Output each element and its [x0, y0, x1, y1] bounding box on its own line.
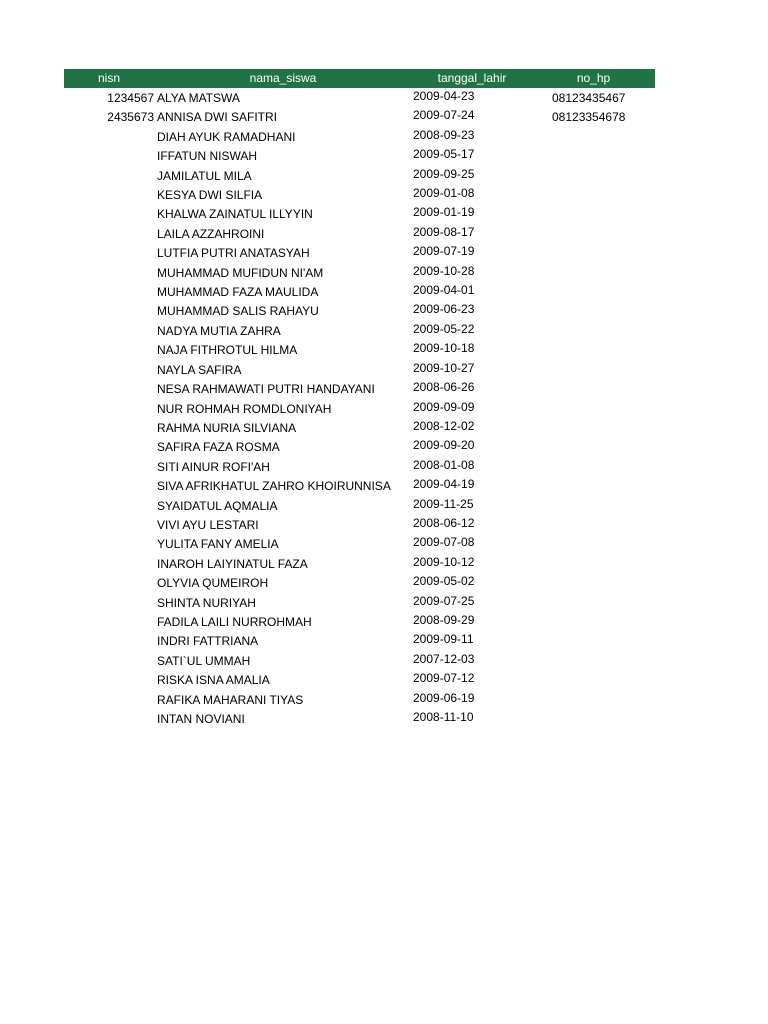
- cell-no-hp[interactable]: [532, 379, 655, 398]
- cell-tanggal-lahir[interactable]: 2009-07-24: [413, 108, 475, 123]
- cell-nama-siswa[interactable]: SHINTA NURIYAH: [157, 595, 256, 610]
- cell-nisn[interactable]: [64, 243, 154, 262]
- cell-no-hp[interactable]: [532, 360, 655, 379]
- table-body: [64, 88, 655, 728]
- cell-tanggal-lahir[interactable]: 2008-09-23: [413, 127, 475, 142]
- cell-nama-siswa[interactable]: SAFIRA FAZA ROSMA: [157, 440, 280, 455]
- cell-nisn[interactable]: [64, 554, 154, 573]
- cell-tanggal-lahir[interactable]: 2009-07-19: [413, 244, 475, 259]
- cell-tanggal-lahir[interactable]: 2008-12-02: [413, 418, 475, 433]
- cell-no-hp[interactable]: [532, 573, 655, 592]
- cell-nisn[interactable]: [64, 534, 154, 553]
- cell-no-hp[interactable]: [532, 127, 655, 146]
- table-row: [64, 107, 655, 126]
- cell-nisn[interactable]: [64, 127, 154, 146]
- cell-nama-siswa[interactable]: MUHAMMAD SALIS RAHAYU: [157, 304, 319, 319]
- cell-nisn[interactable]: [64, 457, 154, 476]
- cell-tanggal-lahir[interactable]: 2008-01-08: [413, 457, 475, 472]
- table-row: [64, 379, 655, 398]
- cell-nama-siswa[interactable]: KESYA DWI SILFIA: [157, 188, 263, 203]
- cell-tanggal-lahir[interactable]: 2009-01-19: [413, 205, 475, 220]
- cell-nama-siswa[interactable]: ANNISA DWI SAFITRI: [157, 110, 278, 125]
- cell-tanggal-lahir[interactable]: 2009-10-18: [413, 341, 475, 356]
- cell-nama-siswa[interactable]: NAYLA SAFIRA: [157, 362, 242, 377]
- cell-nisn[interactable]: [64, 631, 154, 650]
- table-row: [64, 437, 655, 456]
- cell-nisn[interactable]: [64, 379, 154, 398]
- cell-nama-siswa[interactable]: DIAH AYUK RAMADHANI: [157, 129, 296, 144]
- cell-nama-siswa[interactable]: INDRI FATTRIANA: [157, 634, 259, 649]
- header-nisn: nisn: [97, 71, 120, 85]
- cell-nama-siswa[interactable]: RAFIKA MAHARANI TIYAS: [157, 692, 304, 707]
- cell-nisn[interactable]: [64, 593, 154, 612]
- cell-nama-siswa[interactable]: MUHAMMAD FAZA MAULIDA: [157, 285, 319, 300]
- cell-nisn[interactable]: [64, 224, 154, 243]
- table-row: [64, 476, 655, 495]
- cell-nama-siswa[interactable]: VIVI AYU LESTARI: [157, 517, 259, 532]
- cell-no-hp[interactable]: [532, 690, 655, 709]
- cell-tanggal-lahir[interactable]: 2009-05-17: [413, 147, 475, 162]
- table-row: [64, 282, 655, 301]
- cell-no-hp[interactable]: [532, 418, 655, 437]
- cell-nama-siswa[interactable]: INTAN NOVIANI: [157, 712, 245, 726]
- cell-nisn[interactable]: [64, 166, 154, 185]
- cell-nisn-value: 2435673: [107, 110, 154, 125]
- cell-no-hp[interactable]: [532, 670, 655, 689]
- cell-no-hp[interactable]: [532, 301, 655, 320]
- cell-no-hp[interactable]: [532, 631, 655, 650]
- cell-no-hp[interactable]: [532, 554, 655, 573]
- table-row: [64, 146, 655, 165]
- cell-nisn[interactable]: [64, 515, 154, 534]
- cell-tanggal-lahir[interactable]: 2009-06-23: [413, 302, 475, 317]
- cell-nisn[interactable]: [64, 573, 154, 592]
- cell-tanggal-lahir[interactable]: 2009-05-02: [413, 574, 475, 589]
- table-row: [64, 224, 655, 243]
- table-row: [64, 515, 655, 534]
- cell-nama-siswa[interactable]: SIVA AFRIKHATUL ZAHRO KHOIRUNNISA: [157, 479, 391, 494]
- cell-nama-siswa[interactable]: FADILA LAILI NURROHMAH: [157, 614, 312, 629]
- cell-tanggal-lahir[interactable]: 2008-09-29: [413, 612, 475, 627]
- table-row: [64, 127, 655, 146]
- cell-no-hp[interactable]: [532, 263, 655, 282]
- cell-no-hp[interactable]: [532, 709, 655, 728]
- cell-nisn[interactable]: [64, 360, 154, 379]
- table-row: [64, 612, 655, 631]
- cell-nama-siswa[interactable]: MUHAMMAD MUFIDUN NI'AM: [157, 265, 324, 280]
- cell-no-hp[interactable]: [532, 534, 655, 553]
- table-row: [64, 631, 655, 650]
- cell-no-hp[interactable]: [532, 515, 655, 534]
- cell-nisn[interactable]: [64, 418, 154, 437]
- cell-nisn[interactable]: [64, 88, 154, 107]
- cell-nisn[interactable]: [64, 399, 154, 418]
- cell-nama-siswa[interactable]: RAHMA NURIA SILVIANA: [157, 420, 297, 435]
- cell-no-hp[interactable]: [532, 340, 655, 359]
- cell-no-hp[interactable]: [532, 496, 655, 515]
- table-row: [64, 496, 655, 515]
- cell-no-hp[interactable]: [532, 612, 655, 631]
- table-row: [64, 457, 655, 476]
- cell-nisn[interactable]: [64, 263, 154, 282]
- cell-nama-siswa[interactable]: NAJA FITHROTUL HILMA: [157, 343, 298, 358]
- cell-no-hp[interactable]: [532, 185, 655, 204]
- cell-nisn[interactable]: [64, 146, 154, 165]
- cell-nisn[interactable]: [64, 437, 154, 456]
- cell-nisn[interactable]: [64, 340, 154, 359]
- table-row: [64, 185, 655, 204]
- cell-tanggal-lahir[interactable]: 2008-06-12: [413, 515, 475, 530]
- cell-nama-siswa[interactable]: INAROH LAIYINATUL FAZA: [157, 556, 308, 571]
- cell-nisn[interactable]: [64, 612, 154, 631]
- cell-no-hp[interactable]: [532, 224, 655, 243]
- cell-no-hp[interactable]: [532, 476, 655, 495]
- header-no-hp: no_hp: [576, 71, 611, 85]
- cell-tanggal-lahir[interactable]: 2009-05-22: [413, 321, 475, 336]
- table-row: [64, 204, 655, 223]
- cell-no-hp[interactable]: [532, 593, 655, 612]
- table-row: [64, 554, 655, 573]
- cell-tanggal-lahir[interactable]: 2009-08-17: [413, 224, 475, 239]
- cell-tanggal-lahir[interactable]: 2009-04-23: [413, 89, 475, 103]
- cell-no-hp[interactable]: [532, 437, 655, 456]
- cell-nama-siswa[interactable]: YULITA FANY AMELIA: [157, 537, 279, 552]
- cell-tanggal-lahir[interactable]: 2009-07-12: [413, 671, 475, 686]
- table-row: [64, 399, 655, 418]
- table-row: [64, 670, 655, 689]
- table-row: [64, 88, 655, 107]
- table-row: [64, 593, 655, 612]
- cell-nama-siswa[interactable]: KHALWA ZAINATUL ILLYYIN: [157, 207, 313, 222]
- header-tanggal-lahir: tanggal_lahir: [437, 71, 507, 85]
- table-row: [64, 321, 655, 340]
- cell-nisn[interactable]: [64, 690, 154, 709]
- cell-nama-siswa[interactable]: OLYVIA QUMEIROH: [157, 576, 269, 591]
- cell-no-hp[interactable]: [532, 146, 655, 165]
- cell-tanggal-lahir[interactable]: 2009-04-19: [413, 477, 475, 492]
- table-header-row: [64, 69, 655, 88]
- cell-nama-siswa[interactable]: SYAIDATUL AQMALIA: [157, 498, 278, 513]
- cell-tanggal-lahir[interactable]: 2008-11-10: [413, 710, 474, 724]
- table-row: [64, 340, 655, 359]
- cell-tanggal-lahir[interactable]: 2008-06-26: [413, 380, 475, 395]
- table-row: [64, 301, 655, 320]
- cell-tanggal-lahir[interactable]: 2009-10-28: [413, 263, 475, 278]
- cell-tanggal-lahir[interactable]: 2009-10-27: [413, 360, 475, 375]
- cell-nisn[interactable]: [64, 204, 154, 223]
- cell-no-hp[interactable]: 08123435467: [552, 91, 626, 105]
- cell-no-hp[interactable]: [532, 282, 655, 301]
- cell-nisn[interactable]: [64, 709, 154, 728]
- cell-tanggal-lahir[interactable]: 2009-09-25: [413, 166, 475, 181]
- table-row: [64, 243, 655, 262]
- cell-no-hp[interactable]: [532, 166, 655, 185]
- cell-nama-siswa[interactable]: JAMILATUL MILA: [157, 168, 252, 183]
- table-row: [64, 166, 655, 185]
- cell-nisn[interactable]: [64, 185, 154, 204]
- table-row: [64, 573, 655, 592]
- table-row: [64, 690, 655, 709]
- cell-tanggal-lahir[interactable]: 2009-09-09: [413, 399, 475, 414]
- cell-tanggal-lahir[interactable]: 2009-10-12: [413, 554, 475, 569]
- cell-nisn[interactable]: [64, 301, 154, 320]
- cell-nama-siswa[interactable]: ALYA MATSWA: [157, 91, 240, 105]
- table-row: [64, 534, 655, 553]
- cell-tanggal-lahir[interactable]: 2009-11-25: [413, 496, 474, 511]
- cell-tanggal-lahir[interactable]: 2009-06-19: [413, 690, 475, 705]
- cell-nama-siswa[interactable]: NUR ROHMAH ROMDLONIYAH: [157, 401, 332, 416]
- cell-no-hp[interactable]: [532, 243, 655, 262]
- table-row: [64, 418, 655, 437]
- cell-tanggal-lahir[interactable]: 2007-12-03: [413, 651, 475, 666]
- cell-tanggal-lahir[interactable]: 2009-09-11: [413, 632, 474, 647]
- cell-nisn[interactable]: [64, 670, 154, 689]
- cell-tanggal-lahir[interactable]: 2009-07-25: [413, 593, 475, 608]
- cell-nama-siswa[interactable]: SATI`UL UMMAH: [157, 653, 251, 668]
- cell-nisn[interactable]: [64, 651, 154, 670]
- cell-nisn-value: 1234567: [107, 91, 154, 105]
- cell-no-hp[interactable]: [532, 321, 655, 340]
- cell-nama-siswa[interactable]: RISKA ISNA AMALIA: [157, 673, 270, 688]
- cell-no-hp[interactable]: [532, 204, 655, 223]
- table-row: [64, 360, 655, 379]
- table-row: [64, 263, 655, 282]
- cell-no-hp[interactable]: [532, 399, 655, 418]
- cell-nama-siswa[interactable]: SITI AINUR ROFI'AH: [157, 459, 270, 474]
- cell-nisn[interactable]: [64, 282, 154, 301]
- student-table: [64, 69, 655, 728]
- cell-tanggal-lahir[interactable]: 2009-04-01: [413, 283, 475, 298]
- table-row: [64, 651, 655, 670]
- cell-no-hp[interactable]: [532, 457, 655, 476]
- cell-nisn[interactable]: [64, 321, 154, 340]
- cell-nisn[interactable]: [64, 476, 154, 495]
- cell-nisn[interactable]: [64, 107, 154, 126]
- cell-no-hp[interactable]: 08123354678: [552, 110, 626, 125]
- cell-nama-siswa[interactable]: LAILA AZZAHROINI: [157, 226, 265, 241]
- cell-nama-siswa[interactable]: NADYA MUTIA ZAHRA: [157, 323, 281, 338]
- cell-tanggal-lahir[interactable]: 2009-07-08: [413, 535, 475, 550]
- cell-nisn[interactable]: [64, 496, 154, 515]
- cell-nama-siswa[interactable]: NESA RAHMAWATI PUTRI HANDAYANI: [157, 382, 375, 397]
- cell-nama-siswa[interactable]: IFFATUN NISWAH: [157, 149, 257, 164]
- cell-tanggal-lahir[interactable]: 2009-09-20: [413, 438, 475, 453]
- cell-nama-siswa[interactable]: LUTFIA PUTRI ANATASYAH: [157, 246, 310, 261]
- cell-no-hp[interactable]: [532, 651, 655, 670]
- cell-tanggal-lahir[interactable]: 2009-01-08: [413, 186, 475, 201]
- header-nama-siswa: nama_siswa: [249, 71, 317, 85]
- table-row: [64, 709, 655, 728]
